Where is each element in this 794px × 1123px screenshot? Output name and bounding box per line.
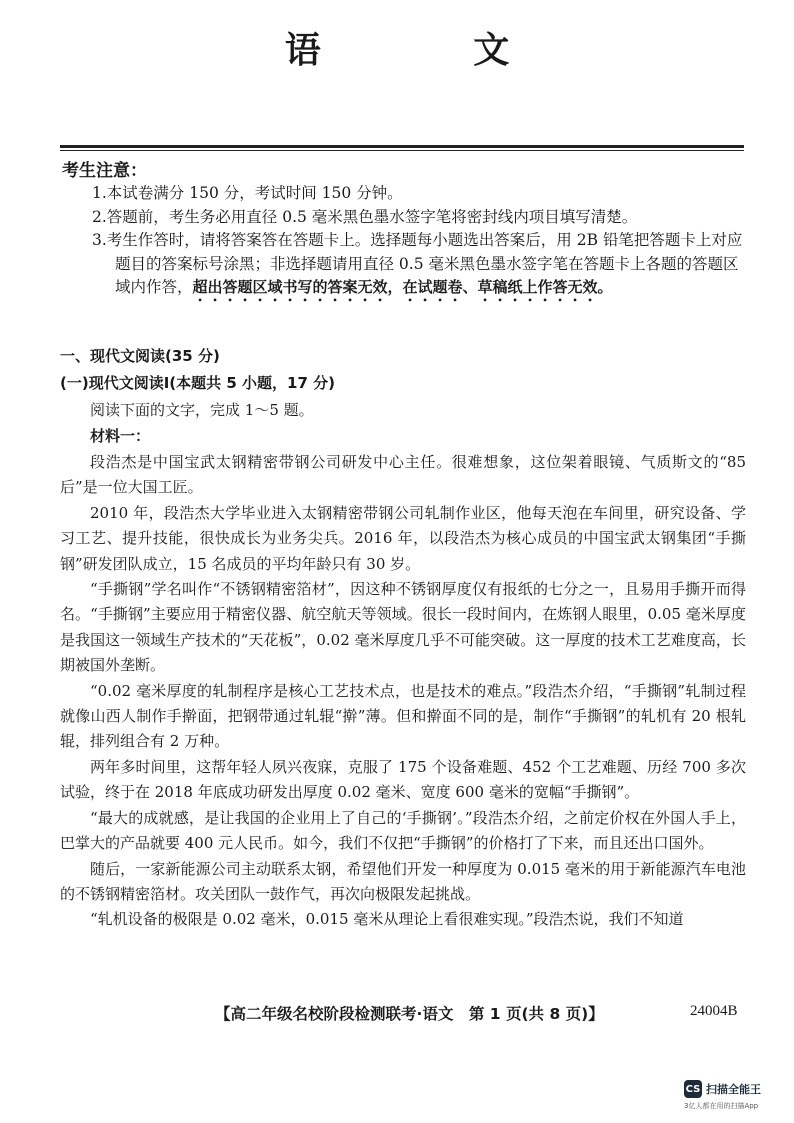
material-label: 材料一：: [90, 427, 151, 445]
notice-item: 1.本试卷满分 150 分，考试时间 150 分钟。: [92, 184, 403, 202]
notice-item: 2.答题前，考生务必用直径 0.5 毫米黑色墨水签字笔将密封线内项目填写清楚。: [92, 207, 638, 226]
passage-paragraph: “手撕钢”学名叫作“不锈钢精密箔材”，因这种不锈钢厚度仅有报纸的七分之一，且易用手撕开而得名。“手撕钢”主要应用于精密仪器、航空航天等领域。很长一段时间内，在炼钢人眼里，0.05 毫米厚度是我国这一领域生产技术的“天花板”，0.02 毫米厚度几乎不可能突破。这一厚度的技术工艺难度高，长期被国外垄断。: [60, 580, 746, 675]
page-footer: 【高二年级名校阶段检测联考·语文 第 1 页(共 8 页)】: [215, 1005, 604, 1023]
notice-item: [92, 229, 747, 305]
reading-instruction: 阅读下面的文字，完成 1～5 题。: [90, 401, 314, 419]
subsection-heading: (一)现代文阅读Ⅰ(本题共 5 小题，17 分): [60, 374, 335, 392]
notice-emphasis: 超出答题区域书写的答案无效，在试题卷、草稿纸上作答无效。: [192, 278, 613, 296]
passage-paragraph: “0.02 毫米厚度的轧制程序是核心工艺技术点，也是技术的难点。”段浩杰介绍，“手撕钢”轧制过程就像山西人制作手擀面，把钢带通过轧辊“擀”薄。但和擀面不同的是，制作“手撕钢”的轧机有 20 根轧辊，排列组合有 2 万种。: [60, 681, 746, 751]
passage-paragraph: 2010 年，段浩杰大学毕业进入太钢精密带钢公司轧制作业区，他每天泡在车间里，研究设备、学习工艺、提升技能，很快成长为业务尖兵。2016 年，以段浩杰为核心成员的中国宝武太钢集团“手撕钢”研发团队成立，15 名成员的平均年龄只有 30 岁。: [60, 503, 746, 573]
header-divider: [60, 145, 744, 148]
scanner-name: 扫描全能王: [706, 1083, 761, 1096]
passage-paragraph: “最大的成就感，是让我国的企业用上了自己的‘手撕钢’。”段浩杰介绍，之前定价权在外国人手上，巴掌大的产品就要 400 元人民币。如今，我们不仅把“手撕钢”的价格打了下来，而且还出口国外。: [60, 808, 746, 853]
notice-heading: 考生注意：: [62, 161, 147, 181]
scanner-watermark: [684, 1080, 761, 1098]
scanner-logo-icon: CS: [684, 1080, 702, 1098]
passage-paragraph: 段浩杰是中国宝武太钢精密带钢公司研发中心主任。很难想象，这位架着眼镜、气质斯文的“85 后”是一位大国工匠。: [60, 453, 746, 497]
page-title: 语 文: [284, 30, 580, 71]
notice-list: [92, 182, 747, 305]
passage-paragraph: “轧机设备的极限是 0.02 毫米，0.015 毫米从理论上看很难实现。”段浩杰说，我们不知道: [90, 910, 684, 929]
header-divider-thin: [60, 150, 744, 151]
exam-code: 24004B: [690, 1003, 738, 1019]
passage-paragraph: 随后，一家新能源公司主动联系太钢，希望他们开发一种厚度为 0.015 毫米的用于新能源汽车电池的不锈钢精密箔材。攻关团队一鼓作气，再次向极限发起挑战。: [60, 859, 746, 903]
scanner-tagline: 3亿人都在用的扫描App: [684, 1102, 759, 1110]
passage: [60, 450, 746, 933]
notice-item-text: 3.考生作答时，请将答案答在答题卡上。选择题每小题选出答案后，用 2B 铅笔把答题卡上对应题目的答案标号涂黑；非选择题请用直径 0.5 毫米黑色墨水签字笔在答题卡上各题的答题区域内作答，: [92, 231, 743, 296]
passage-paragraph: 两年多时间里，这帮年轻人夙兴夜寐，克服了 175 个设备难题、452 个工艺难题、历经 700 多次试验，终于在 2018 年底成功研发出厚度 0.02 毫米、宽度 600 毫米的宽幅“手撕钢”。: [60, 757, 746, 802]
section-heading: 一、现代文阅读(35 分): [60, 347, 220, 365]
